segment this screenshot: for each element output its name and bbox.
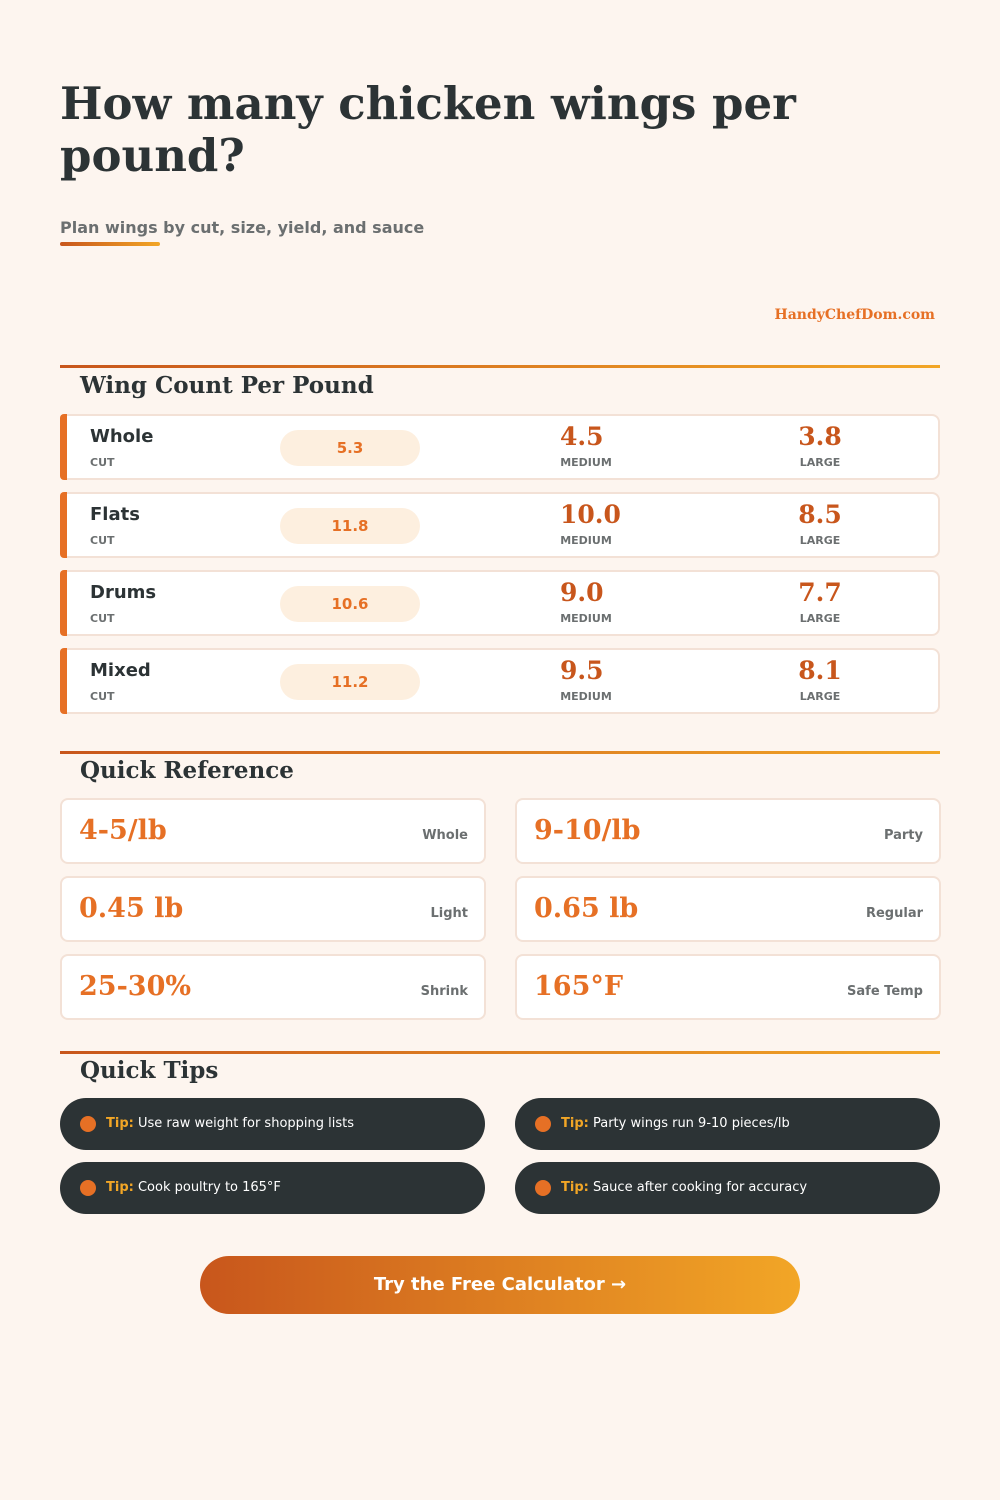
wing-row-drums — [60, 570, 940, 636]
medium-count: 10.0 — [560, 500, 621, 529]
reference-caption: Safe Temp — [847, 984, 923, 999]
large-label: LARGE — [799, 690, 841, 703]
wing-count-title: Wing Count Per Pound — [80, 372, 374, 399]
reference-value: 4-5/lb — [79, 815, 167, 846]
tip-item — [60, 1098, 485, 1150]
large-count: 8.1 — [798, 656, 842, 685]
row-accent-bar — [60, 414, 67, 480]
small-count-pill: 11.2 — [280, 664, 420, 700]
reference-card-whole — [60, 798, 486, 864]
large-count: 7.7 — [798, 578, 842, 607]
small-count-pill: 5.3 — [280, 430, 420, 466]
reference-value: 0.65 lb — [534, 893, 639, 924]
reference-value: 9-10/lb — [534, 815, 641, 846]
tip-label: Tip: — [106, 1116, 134, 1131]
large-label: LARGE — [799, 456, 841, 469]
cut-name: Flats — [90, 504, 140, 525]
reference-caption: Party — [883, 828, 923, 843]
reference-card-regular — [515, 876, 941, 942]
cut-label: CUT — [90, 690, 115, 703]
large-count: 8.5 — [798, 500, 842, 529]
row-accent-bar — [60, 570, 67, 636]
medium-label: MEDIUM — [560, 534, 612, 547]
cut-label: CUT — [90, 534, 115, 547]
quick-tips-title: Quick Tips — [80, 1057, 219, 1084]
wing-row-mixed — [60, 648, 940, 714]
tip-item — [60, 1162, 485, 1214]
reference-value: 25-30% — [79, 971, 192, 1002]
cut-label: CUT — [90, 612, 115, 625]
small-count-pill: 10.6 — [280, 586, 420, 622]
medium-count: 4.5 — [560, 422, 604, 451]
bullet-dot-icon — [535, 1180, 551, 1196]
tip-text: Use raw weight for shopping lists — [137, 1116, 355, 1131]
row-accent-bar — [60, 492, 67, 558]
wing-row-flats — [60, 492, 940, 558]
cut-label: CUT — [90, 456, 115, 469]
brand-link[interactable]: HandyChefDom.com — [774, 307, 935, 323]
reference-caption: Whole — [422, 828, 468, 843]
cut-name: Whole — [90, 426, 154, 447]
reference-card-light — [60, 876, 486, 942]
reference-card-shrink — [60, 954, 486, 1020]
reference-card-safe-temp — [515, 954, 941, 1020]
tip-label: Tip: — [561, 1116, 589, 1131]
cut-name: Drums — [90, 582, 157, 603]
large-label: LARGE — [799, 612, 841, 625]
quick-reference-title: Quick Reference — [80, 757, 294, 784]
section-divider — [60, 365, 940, 368]
bullet-dot-icon — [80, 1116, 96, 1132]
small-count-pill: 11.8 — [280, 508, 420, 544]
subtitle-underline — [60, 242, 160, 246]
reference-value: 165°F — [534, 971, 624, 1002]
large-label: LARGE — [799, 534, 841, 547]
reference-caption: Light — [430, 906, 468, 921]
section-divider — [60, 1051, 940, 1054]
tip-label: Tip: — [106, 1180, 134, 1195]
tip-text: Sauce after cooking for accuracy — [592, 1180, 808, 1195]
medium-count: 9.0 — [560, 578, 604, 607]
bullet-dot-icon — [535, 1116, 551, 1132]
reference-card-party — [515, 798, 941, 864]
reference-value: 0.45 lb — [79, 893, 184, 924]
bullet-dot-icon — [80, 1180, 96, 1196]
wing-row-whole — [60, 414, 940, 480]
reference-caption: Regular — [865, 906, 923, 921]
tip-item — [515, 1162, 940, 1214]
page-subtitle: Plan wings by cut, size, yield, and sauce — [60, 218, 425, 237]
try-calculator-button[interactable]: Try the Free Calculator → — [200, 1256, 800, 1314]
reference-caption: Shrink — [420, 984, 468, 999]
medium-label: MEDIUM — [560, 612, 612, 625]
section-divider — [60, 751, 940, 754]
row-accent-bar — [60, 648, 67, 714]
page-title: How many chicken wings per pound? — [60, 77, 796, 182]
tip-text: Party wings run 9-10 pieces/lb — [592, 1116, 790, 1131]
medium-label: MEDIUM — [560, 690, 612, 703]
medium-count: 9.5 — [560, 656, 604, 685]
cut-name: Mixed — [90, 660, 151, 681]
medium-label: MEDIUM — [560, 456, 612, 469]
large-count: 3.8 — [798, 422, 842, 451]
tip-text: Cook poultry to 165°F — [137, 1180, 281, 1195]
tip-label: Tip: — [561, 1180, 589, 1195]
tip-item — [515, 1098, 940, 1150]
